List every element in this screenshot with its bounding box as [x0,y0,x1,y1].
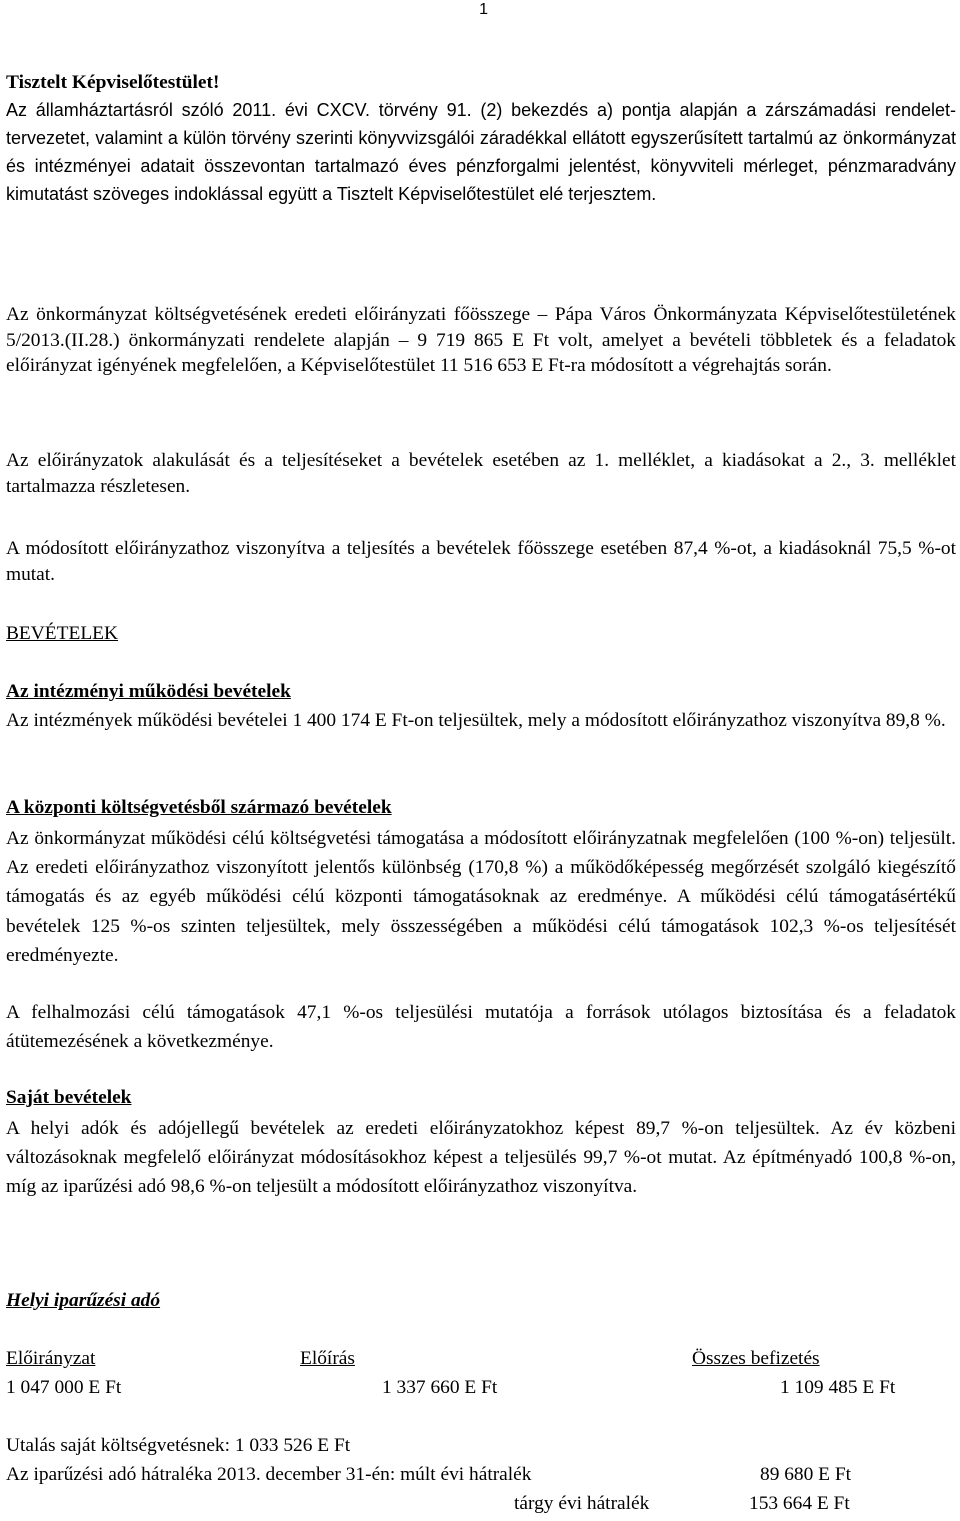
col-osszes-befizetes-value: 1 109 485 E Ft [780,1377,896,1398]
transfer-line: Utalás saját költségvetésnek: 1 033 526 E Ft [6,1435,351,1456]
col-eloiranyzat-value: 1 047 000 E Ft [6,1377,122,1398]
salutation: Tisztelt Képviselőtestület! [6,72,220,93]
heading-kozponti: A központi költségvetésből származó bevételek [6,797,392,818]
page-number: 1 [479,1,488,18]
heading-hipa: Helyi iparűzési adó [6,1290,161,1311]
appendix-paragraph: Az előirányzatok alakulását és a teljesítéseket a bevételek esetében az 1. melléklet, a kiadásokat a 2., 3. melléklet tartalmazza részletesen. [6,450,956,497]
sajat-text: A helyi adók és adójellegű bevételek az eredeti előirányzatokhoz képest 89,7 %-on teljesültek. Az év közbeni változásoknak megfelelő előirányzat módosításokhoz képest a teljesülés 99,7 %-ot mutat. Az építményadó 100,8 %-on, míg az iparűzési adó 98,6 %-on teljesült a módosított előirányzathoz viszonyítva. [6,1118,956,1197]
col-osszes-befizetes-label: Összes befizetés [692,1348,820,1369]
arrears-prev-value: 89 680 E Ft [760,1464,852,1485]
kozponti-text-2: A felhalmozási célú támogatások 47,1 %-os teljesülési mutatója a források utólagos biztosítása és a feladatok átütemezésének a következménye. [6,1002,956,1052]
kozponti-text-1: Az önkormányzat működési célú költségvetési támogatása a módosított előirányzatnak megfelelően (100 %-on) teljesült. Az eredeti előirányzathoz viszonyított jelentős különbség (170,8 %) a működőképesség megőrzését szolgáló kiegészítő támogatás és az egyéb működési célú központi támogatásoknak az eredménye. A működési célú támogatásértékű bevételek 125 %-os szinten teljesültek, mely összességében a működési célú támogatások 102,3 %-os teljesítését eredményezte. [6,828,956,966]
col-eloiras-label: Előírás [300,1348,355,1369]
fulfilment-paragraph: A módosított előirányzathoz viszonyítva a teljesítés a bevételek főösszege esetében 87,4 %-ot, a kiadásoknál 75,5 %-ot mutat. [6,538,956,585]
arrears-label: Az iparűzési adó hátraléka 2013. december 31-én: múlt évi hátralék [6,1464,532,1485]
arrears-curr-value: 153 664 E Ft [749,1493,850,1514]
arrears-curr-label: tárgy évi hátralék [514,1493,650,1514]
heading-sajat: Saját bevételek [6,1087,132,1108]
intezmenyi-text: Az intézmények működési bevételei 1 400 174 E Ft-on teljesültek, mely a módosított előirányzathoz viszonyítva 89,8 %. [6,710,946,731]
intro-paragraph: Az államháztartásról szóló 2011. évi CXCV. törvény 91. (2) bekezdés a) pontja alapján a zárszámadási rendelet-tervezetet, valamint a külön törvény szerinti könyvvizsgálói záradékkal ellátott egyszerűsített tartalmú az önkormányzat és intézményei adatait összevontan tartalmazó éves pénzforgalmi jelentést, könyvviteli mérleget, pénzmaradvány kimutatást szöveges indoklással együtt a Tisztelt Képviselőtestület elé terjesztem. [6,100,956,204]
heading-intezmenyi: Az intézményi működési bevételek [6,681,291,702]
budget-paragraph: Az önkormányzat költségvetésének eredeti előirányzati főösszege – Pápa Város Önkormányzata Képviselőtestületének 5/2013.(II.28.) önkormányzati rendelete alapján – 9 719 865 E Ft volt, amelyet a bevételi többletek és a feladatok előirányzat igényének megfelelően, a Képviselőtestület 11 516 653 E Ft-ra módosított a végrehajtás során. [6,304,956,377]
heading-bevetelek: BEVÉTELEK [6,623,119,644]
col-eloiranyzat-label: Előirányzat [6,1348,96,1369]
col-eloiras-value: 1 337 660 E Ft [382,1377,498,1398]
